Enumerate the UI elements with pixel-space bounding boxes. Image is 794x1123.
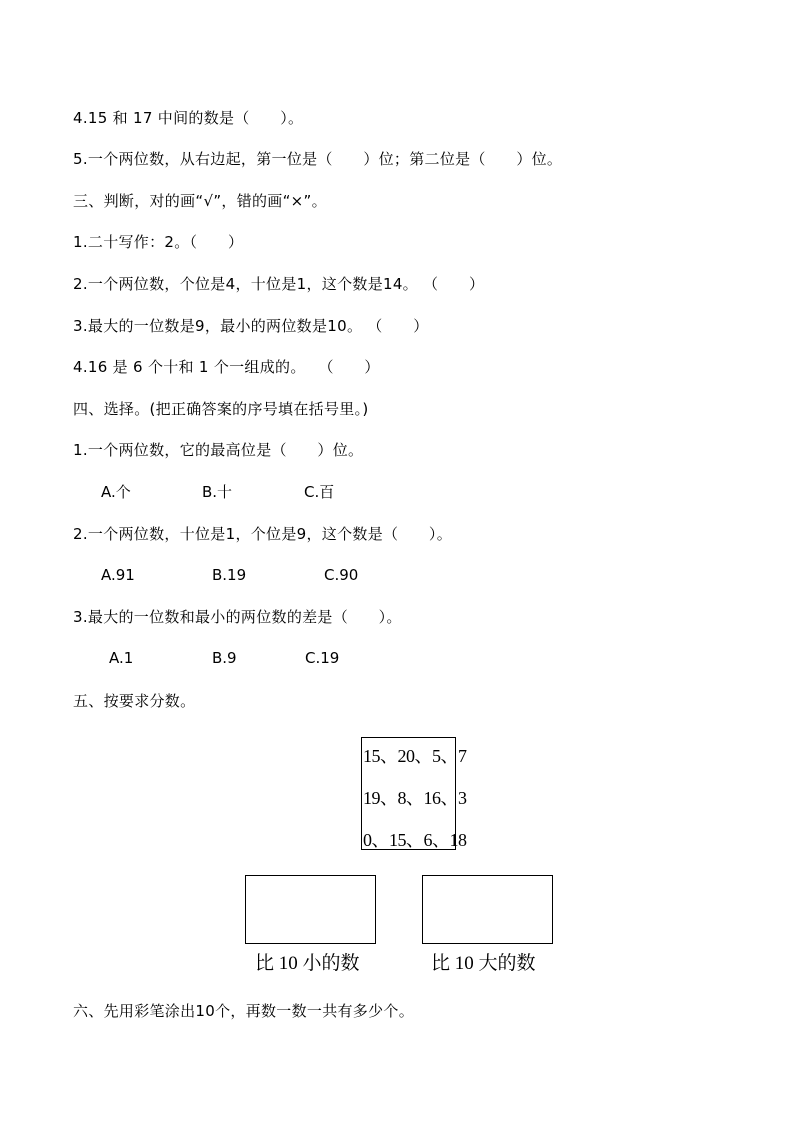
number-box-row-2: 19、8、16、3: [363, 788, 467, 808]
line-q5-fill: 5.一个两位数，从右边起，第一位是（ ）位；第二位是（ ）位。: [73, 150, 563, 168]
section-3-heading: 三、判断，对的画“√”，错的画“×”。: [73, 192, 327, 210]
section-6-heading: 六、先用彩笔涂出10个，再数一数一共有多少个。: [73, 1002, 414, 1020]
choice-q3-option-a: A.1: [109, 649, 134, 667]
choice-q2-option-b: B.19: [212, 566, 247, 584]
smaller-than-10-label: 比 10 小的数: [255, 953, 360, 974]
number-box-row-3: 0、15、6、18: [363, 830, 467, 850]
judge-item-1: 1.二十写作：2。（ ）: [73, 233, 244, 251]
choice-q2-option-a: A.91: [101, 566, 135, 584]
choice-q2-option-c: C.90: [324, 566, 359, 584]
number-box: [361, 737, 467, 850]
choice-q3: 3.最大的一位数和最小的两位数的差是（ ）。: [73, 608, 402, 626]
judge-item-2: 2.一个两位数，个位是4，十位是1，这个数是14。 （ ）: [73, 275, 485, 293]
choice-q2: 2.一个两位数，十位是1，个位是9，这个数是（ ）。: [73, 525, 453, 543]
choice-q1-option-c: C.百: [304, 483, 335, 501]
choice-q3-option-b: B.9: [212, 649, 237, 667]
line-q4-fill: 4.15 和 17 中间的数是（ ）。: [73, 109, 304, 127]
judge-item-3: 3.最大的一位数是9，最小的两位数是10。 （ ）: [73, 317, 429, 335]
section-5-heading: 五、按要求分数。: [73, 692, 196, 710]
smaller-than-10-box[interactable]: [245, 875, 376, 944]
section-4-heading: 四、选择。(把正确答案的序号填在括号里。): [73, 400, 369, 418]
choice-q1: 1.一个两位数，它的最高位是（ ）位。: [73, 441, 364, 459]
greater-than-10-box[interactable]: [422, 875, 553, 944]
choice-q1-option-b: B.十: [202, 483, 233, 501]
choice-q3-option-c: C.19: [305, 649, 340, 667]
number-box-row-1: 15、20、5、7: [363, 746, 467, 766]
choice-q1-option-a: A.个: [101, 483, 131, 501]
judge-item-4: 4.16 是 6 个十和 1 个一组成的。 （ ）: [73, 358, 380, 376]
greater-than-10-label: 比 10 大的数: [431, 953, 536, 974]
